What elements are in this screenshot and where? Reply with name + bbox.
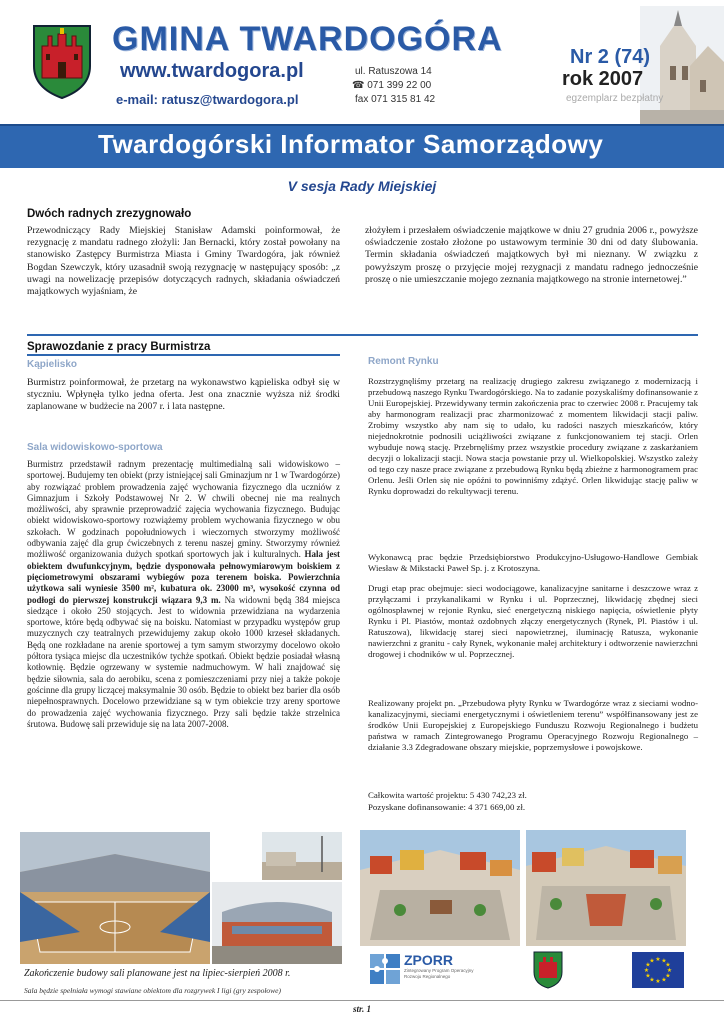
svg-text:★: ★ — [643, 967, 650, 974]
rynek-paragraph-1: Rozstrzygnęliśmy przetarg na realizację drugiego zakresu związanego z modernizacją i przebudową naszego Rynku Twardogórskiego. Na to zadanie pozyskaliśmy dofinansowanie z Unii Europejskiej. Przewidywany termin zakończenia prac to czerwiec 2008 r. Pracujemy tak aby harmonogram realizacji prac zharmonizować z momentem likwidacji stacji paliw. Zrobimy wszystko aby nam się to udało, ku radości naszych mieszkańców, który niejednokrotnie podnosili uciążliwości związane z funkcjonowaniem tej stacji. Orlen wybuduje nową stację. Przebrnęliśmy przez wszystkie procedury związane z zaskarżaniem decyzji o lokalizacji stacji. Nowa stacja powstanie przy ul. Wielkopolskiej. Wszystko zależy od tego czy nasze prace związane z przebudową Rynku będą zbieżne z harmonogramem prac Orlenu. Jeśli Orlen się nie opóźni to powinniśmy zdążyć. Orlen likwidując stację paliw w Rynku doprowadzi do rekultywacji terenu. — [368, 376, 698, 496]
free-copy-label: egzemplarz bezpłatny — [566, 93, 664, 104]
project-total-value: Całkowita wartość projektu: 5 430 742,23 zł. — [368, 790, 527, 800]
svg-text:★: ★ — [666, 967, 673, 974]
svg-text:★: ★ — [645, 961, 651, 969]
svg-text:★: ★ — [655, 956, 661, 963]
eu-flag-icon — [632, 952, 684, 988]
subheading-kapielisko: Kąpielisko — [27, 359, 78, 370]
subheading-sala: Sala widowiskowo-sportowa — [27, 442, 163, 453]
sala-text-intro: Burmistrz przedstawił radnym prezentację multimedialną sali widowiskowo – sportowej. Budujemy ten obiekt (przy istniejącej sali Gminazjum nr 1 w Twardogórze) aby rozwiązać problem prowadzenia zajęć wychowania fizycznego dla uczniów z Gimnazjum i Szkoły Podstawowej Nr 2. W chwili obecnej nie ma realnych możliwości, aby sprawnie przeprowadzić zajęcia wychowania fizycznego. Budując obiekt widowiskowo-sportowy rozwiążemy problem wychowania fizycznego w obu szkołach. W godzinach popołudniowych i wieczornych stworzymy możliwość odbywania zajęć dla grup ćwiczebnych z terenu naszej gminy. Stworzymy również możliwość organizowania dużych spotkań sportowych jak i kulturalnych. — [27, 459, 340, 560]
photo-caption-main: Zakończenie budowy sali planowane jest na lipiec-sierpień 2008 r. — [24, 968, 291, 979]
coat-of-arms-logo — [30, 22, 94, 100]
session-title: V sesja Rady Miejskiej — [287, 178, 437, 194]
section-divider — [27, 334, 698, 336]
svg-text:★: ★ — [649, 957, 655, 965]
website-link[interactable]: www.twardogora.pl — [120, 60, 304, 82]
svg-text:★: ★ — [665, 961, 671, 969]
article1-col1: Przewodniczący Rady Miejskiej Stanisław Adamski poinformował, że rezygnację z mandatu radnego złożyli: Jan Bernacki, który został powołany na stanowisko Zastępcy Burmistrza Miasta i Gminy Twardogóra, jak również Bogdan Szewczyk, który uzasadnił swoją rezygnację w następujący sposób: „z uwagi na nowelizację przepisów dotyczących radnych, składania oświadczeń majątkowych wyjaśniam, że — [27, 225, 340, 298]
bulletin-title: Twardogórski Informator Samorządowy — [98, 129, 604, 159]
subheading-remont-rynku: Remont Rynku — [368, 356, 439, 367]
article2-underline — [27, 354, 340, 356]
market-square-render-1 — [360, 830, 520, 946]
sala-text-highlight: Hala jest obiektem dwufunkcyjnym, będzie dysponowała pełnowymiarowym boiskiem z pięciometrowymi obszarami wybiegów poza terenem boiska. Powierzchnia użytkowa sali wyniesie 3500 m², kubatura ok. 23000 m³, wysokość czynna od podłogi do pierwszej konstrukcji wiązara 9,3 m. — [27, 549, 340, 605]
kapielisko-text: Burmistrz poinformował, że przetarg na wykonawstwo kąpieliska odbył się w styczniu. Wpłynęła tylko jedna oferta. Jest ona znacznie wyższa niż środki zaplanowane w budżecie na 2007 r. i lata następne. — [27, 377, 340, 413]
rynek-paragraph-2: Wykonawcą prac będzie Przedsiębiorstwo Produkcyjno-Usługowo-Handlowe Gembiak Wiesław & Mikstacki Paweł Sp. j. z Krotoszyna. — [368, 552, 698, 573]
svg-text:★: ★ — [649, 976, 655, 984]
church-photo — [640, 6, 724, 124]
phone-text: 071 399 22 00 — [367, 80, 432, 91]
municipality-title: GMINA TWARDOGÓRA — [112, 20, 503, 58]
svg-text:★: ★ — [645, 972, 651, 980]
address-text: ul. Ratuszowa 14 — [355, 66, 432, 77]
phone-row — [352, 80, 431, 91]
footer-divider — [0, 1000, 724, 1001]
issue-year: rok 2007 — [562, 68, 644, 90]
svg-text:★: ★ — [661, 957, 667, 965]
page-number: str. 1 — [352, 1004, 371, 1014]
email-link[interactable]: e-mail: ratusz@twardogora.pl — [116, 92, 299, 107]
sala-text-block — [27, 459, 340, 730]
article1-heading: Dwóch radnych zrezygnowało — [27, 208, 192, 220]
sports-hall-site-photo — [262, 832, 342, 880]
fax-text: fax 071 315 81 42 — [355, 94, 436, 105]
photo-caption-sub: Sala będzie spełniała wymogi stawiane obiektom dla rozgrywek I ligi (gry zespołowe) — [24, 986, 281, 995]
svg-text:★: ★ — [665, 972, 671, 980]
article1-col2: złożyłem i przesłałem oświadczenie majątkowe w dniu 27 grudnia 2006 r., powyższe oświadczenie zostało złożone po ustawowym terminie 30 dni od daty ślubowania. Termin składania oświadczeń majątkowych był mi nieznany. W związku z powyższym proszę o przyjęcie mojej rezygnacji z mandatu radnego jednocześnie proszę o nie umieszczanie mojego zeznania majątkowego na stronie internetowej.” — [365, 225, 698, 285]
rynek-paragraph-4: Realizowany projekt pn. „Przebudowa płyty Rynku w Twardogórze wraz z sieciami wodno-kanalizacyjnymi, sieciami energetycznymi i oświetleniem terenu” współfinansowany jest ze środków Unii Europejskiej z Europejskiego Funduszu Rozwoju Regionalnego i budżetu państwa w ramach Zintegrowanego Programu Operacyjnego Rozwoju Regionalnego – działanie 3.3 Zdegradowane obszary miejskie, poprzemysłowe i powojskowe. — [368, 698, 698, 752]
sala-text-rest: Na widowni będą 384 miejsca siedzące i około 250 stojących. Jest to widownia przewidziana na wydarzenia sportowe, które będą odbywać się na boisku. Natomiast w przypadku występów grup muzycznych czy teatralnych przewidujemy zakup około 1000 krzeseł składanych. Będą one rozkładane na arenie sportowej a tym samym stworzymy docelowo około półtora tysiąca miejsc dla uczestników tychże spotkań. Obiekt będzie posiadał własną kotłownię. Będzie ogrzewany w systemie nadmuchowym. W hali znajdować się będzie siłownia, sala do aerobiku, scena z pomieszczeniami przy niej a także pokoje gościnne dla grupy liczącej maksymalnie 30 osób. Będzie to obiekt bez barier dla osób niepełnosprawnych. Docelowo przewidziane są w tym obiekcie trzy areny sportowe do prowadzenia zajęć wychowania fizycznego. Przy sali będzie także strzelnica śrutowa. Budowę sali przewiduje się na lata 2007-2008. — [27, 594, 340, 729]
zporr-logo-subtext: Zintegrowany Program Operacyjny Rozwoju Regionalnego — [404, 968, 474, 979]
sports-hall-interior-render — [20, 832, 210, 964]
project-cofinancing: Pozyskane dofinansowanie: 4 371 669,00 zł. — [368, 802, 526, 812]
issue-number: Nr 2 (74) — [570, 46, 651, 68]
market-square-render-2 — [526, 830, 686, 946]
zporr-logo-text: ZPORR — [404, 952, 453, 968]
article2-heading: Sprawozdanie z pracy Burmistrza — [27, 341, 211, 353]
zporr-puzzle-icon — [368, 952, 402, 988]
sports-hall-exterior-render — [212, 882, 342, 964]
svg-text:★: ★ — [655, 978, 661, 985]
rynek-paragraph-3: Drugi etap prac obejmuje: sieci wodociągowe, kanalizacyjne sanitarne i deszczowe wraz z przyłączami i przykanalikami w Rynku i ul. Poprzecznej, likwidację zbędnej sieci ogólnospławnej w rejonie Rynku, sieć energetyczną niskiego napięcia, oświetlenie płyty Rynku i Pl. Piastów, montaż ozdobnych złączy energetycznych (Rynek, Pl. Piastów i ul. Ratuszowa), likwidację starej sieci napowietrznej, iluminację Ratusza, wykonanie nawierzchni z granitu - cały Rynek, wykonanie małej architektury i odtworzenie nawierzchni drogowej i chodników w ul. Poprzecznej. — [368, 583, 698, 659]
phone-icon: ☎ — [352, 80, 365, 91]
coat-of-arms-small-icon — [532, 950, 564, 990]
svg-text:★: ★ — [661, 976, 667, 984]
